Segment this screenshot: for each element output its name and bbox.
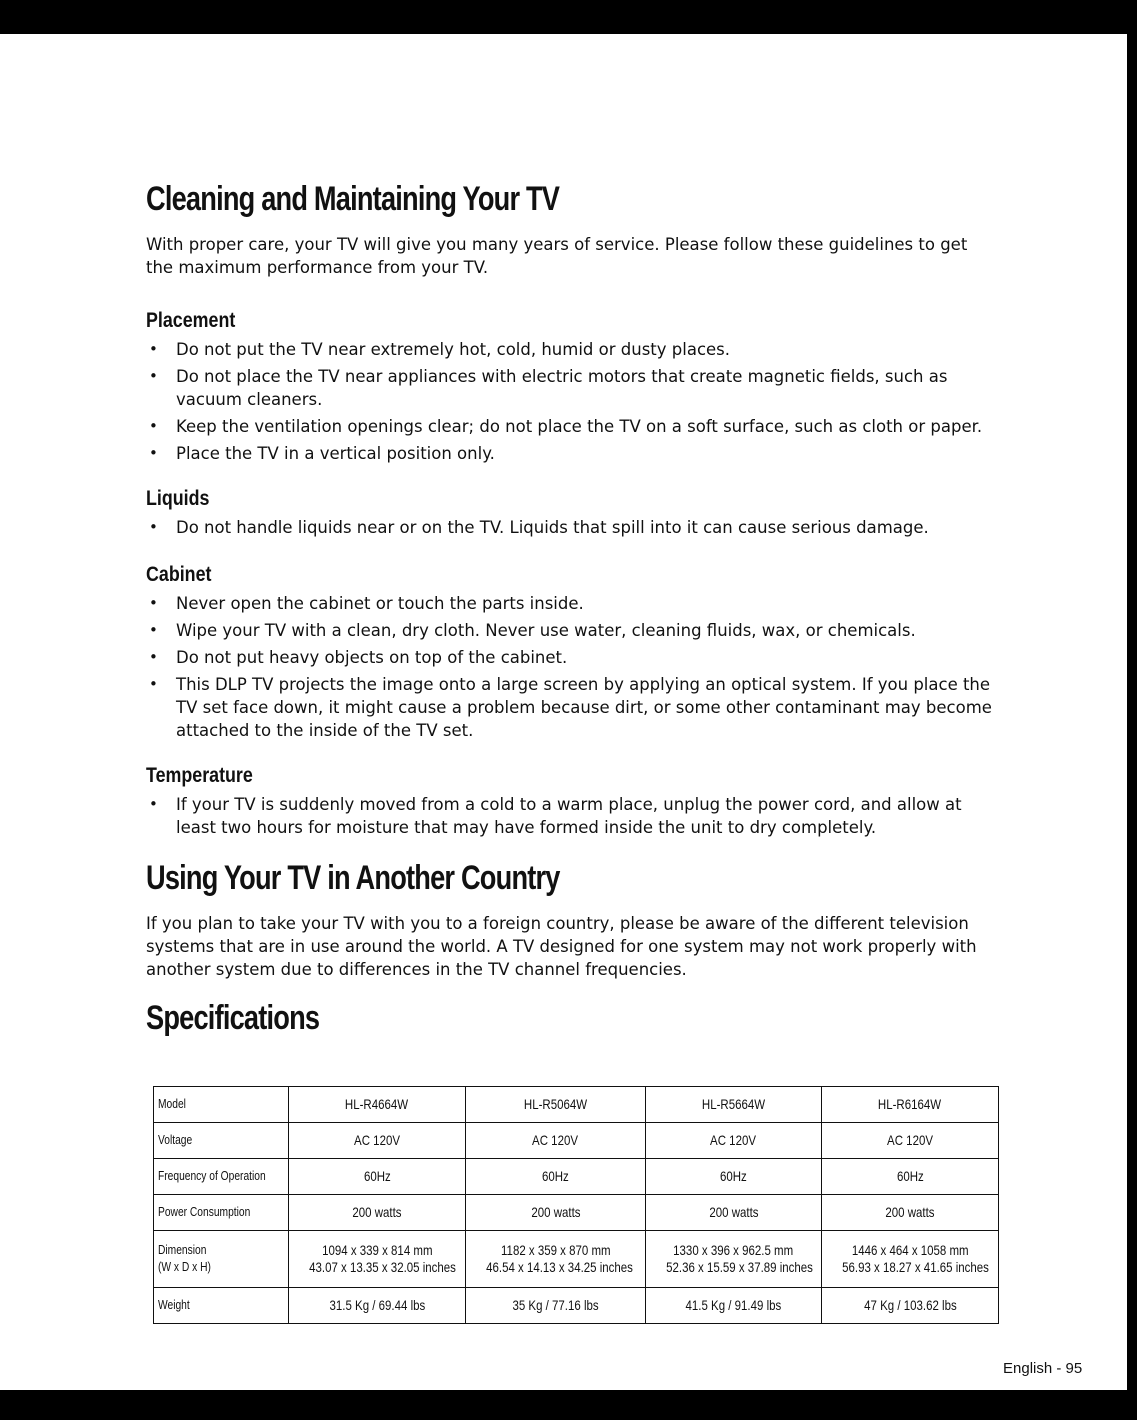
bullet-icon: • (149, 367, 158, 385)
table-cell: 41.5 Kg / 91.49 lbs (646, 1288, 822, 1324)
table-cell: HL-R6164W (822, 1087, 999, 1123)
table-row (154, 1231, 999, 1288)
table-cell: Voltage (154, 1123, 289, 1159)
cleaning-title: Cleaning and Maintaining Your TV (146, 180, 560, 218)
country-title: Using Your TV in Another Country (146, 859, 560, 897)
top-border (0, 0, 1137, 34)
list-item: • Never open the cabinet or touch the parts inside. (149, 594, 584, 613)
bullet-icon: • (149, 594, 158, 612)
placement-list (146, 338, 996, 465)
list-item: • Do not place the TV near appliances with electric motors that create magnetic fields, such as vacuum cleaners. (149, 367, 948, 409)
table-cell: 200 watts (466, 1195, 646, 1231)
list-item: • Do not put the TV near extremely hot, cold, humid or dusty places. (149, 340, 731, 359)
table-cell: AC 120V (466, 1123, 646, 1159)
table-cell: 200 watts (289, 1195, 466, 1231)
list-item: • Do not handle liquids near or on the TV. Liquids that spill into it can cause serious damage. (149, 518, 929, 537)
cabinet-heading: Cabinet (146, 563, 212, 586)
table-cell: AC 120V (822, 1123, 999, 1159)
table-cell: Model (154, 1087, 289, 1123)
table-cell: AC 120V (646, 1123, 822, 1159)
page-content (146, 180, 996, 1038)
page-number: English - 95 (1003, 1360, 1083, 1377)
table-cell: Dimension (W x D x H) (154, 1231, 289, 1288)
bullet-icon: • (149, 444, 158, 462)
table-cell: HL-R4664W (289, 1087, 466, 1123)
table-cell: 1182 x 359 x 870 mm 46.54 x 14.13 x 34.25 inches (466, 1231, 646, 1288)
list-item: • Do not put heavy objects on top of the cabinet. (149, 648, 568, 667)
list-item: • Keep the ventilation openings clear; do not place the TV on a soft surface, such as cloth or paper. (149, 417, 983, 436)
right-border (1127, 0, 1137, 1420)
list-item: • If your TV is suddenly moved from a cold to a warm place, unplug the power cord, and allow at least two hours for moisture that may have formed inside the unit to dry completely. (149, 795, 962, 837)
temperature-heading: Temperature (146, 764, 253, 787)
table-row (154, 1087, 999, 1123)
table-cell: HL-R5064W (466, 1087, 646, 1123)
table-row (154, 1288, 999, 1324)
table-cell: 60Hz (822, 1159, 999, 1195)
bullet-icon: • (149, 340, 158, 358)
bullet-icon: • (149, 518, 158, 536)
bullet-icon: • (149, 621, 158, 639)
temperature-list (146, 793, 996, 839)
specs-title: Specifications (146, 999, 320, 1037)
bullet-icon: • (149, 795, 158, 813)
country-text: If you plan to take your TV with you to a foreign country, please be aware of the different television systems that are in use around the world. A TV designed for one system may not work properly with another system due to differences in the TV channel frequencies. (146, 914, 977, 979)
table-row (154, 1195, 999, 1231)
bullet-icon: • (149, 648, 158, 666)
liquids-list (146, 516, 996, 539)
table-cell: 35 Kg / 77.16 lbs (466, 1288, 646, 1324)
table-row (154, 1159, 999, 1195)
table-cell: 200 watts (822, 1195, 999, 1231)
cleaning-intro: With proper care, your TV will give you many years of service. Please follow these guidelines to get the maximum performance from your TV. (146, 235, 968, 277)
table-cell: 47 Kg / 103.62 lbs (822, 1288, 999, 1324)
table-cell: 60Hz (646, 1159, 822, 1195)
list-item: • Place the TV in a vertical position only. (149, 444, 495, 463)
table-cell: 1094 x 339 x 814 mm 43.07 x 13.35 x 32.05 inches (289, 1231, 466, 1288)
table-cell: 200 watts (646, 1195, 822, 1231)
bullet-icon: • (149, 417, 158, 435)
table-cell: 1330 x 396 x 962.5 mm 52.36 x 15.59 x 37.89 inches (646, 1231, 822, 1288)
placement-heading: Placement (146, 309, 236, 332)
list-item: • This DLP TV projects the image onto a large screen by applying an optical system. If you place the TV set face down, it might cause a problem because dirt, or some other contaminant may become attached to the inside of the TV set. (149, 675, 992, 740)
table-cell: Weight (154, 1288, 289, 1324)
table-cell: Power Consumption (154, 1195, 289, 1231)
table-cell: 31.5 Kg / 69.44 lbs (289, 1288, 466, 1324)
cabinet-list (146, 592, 996, 742)
table-cell: HL-R5664W (646, 1087, 822, 1123)
bottom-border (0, 1390, 1137, 1420)
table-row (154, 1123, 999, 1159)
list-item: • Wipe your TV with a clean, dry cloth. Never use water, cleaning fluids, wax, or chemicals. (149, 621, 916, 640)
table-cell: 1446 x 464 x 1058 mm 56.93 x 18.27 x 41.65 inches (822, 1231, 999, 1288)
table-cell: 60Hz (289, 1159, 466, 1195)
table-cell: Frequency of Operation (154, 1159, 289, 1195)
liquids-heading: Liquids (146, 487, 210, 510)
specifications-table (153, 1086, 999, 1324)
table-cell: 60Hz (466, 1159, 646, 1195)
bullet-icon: • (149, 675, 158, 693)
table-cell: AC 120V (289, 1123, 466, 1159)
